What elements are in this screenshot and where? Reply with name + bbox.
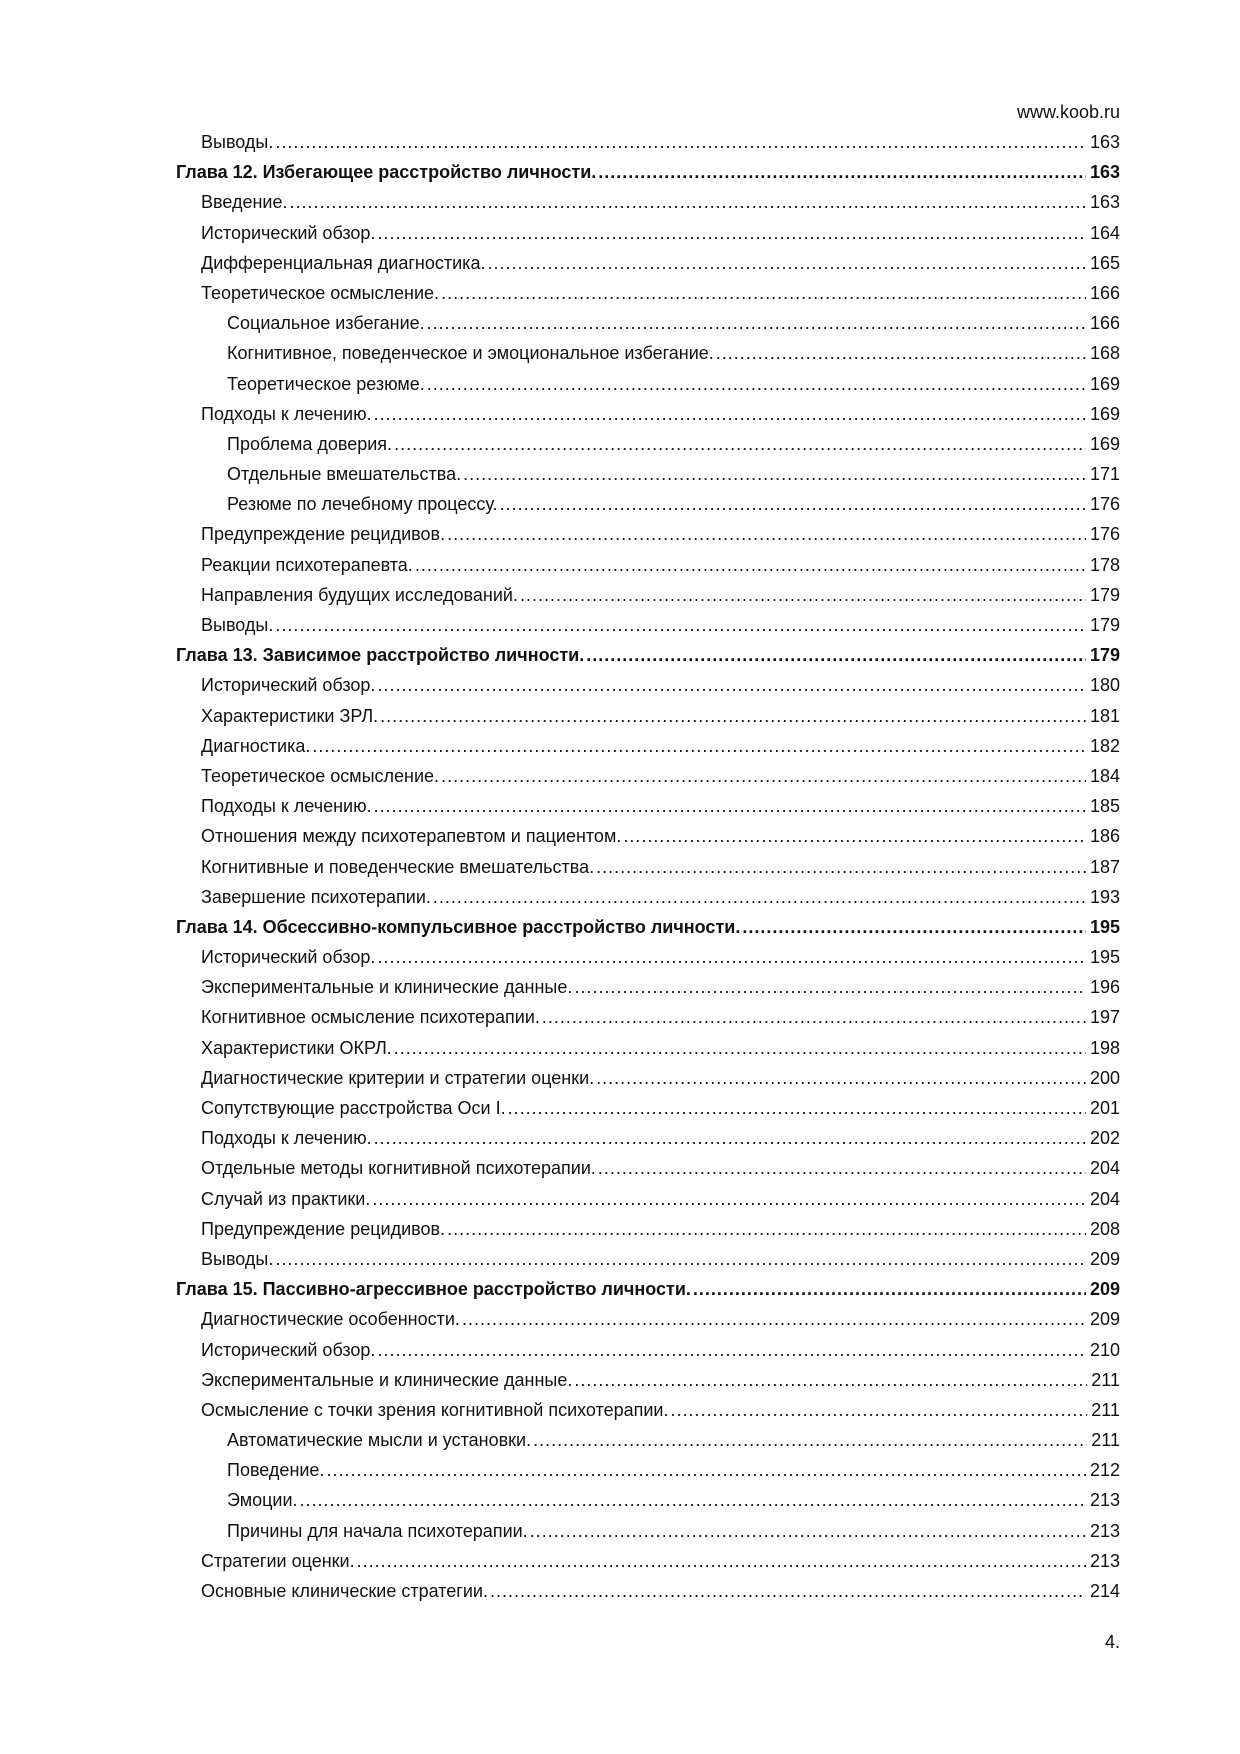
dot-leader — [586, 640, 1086, 670]
toc-entry[interactable] — [176, 1455, 1120, 1485]
toc-entry-title: Диагностические критерии и стратегии оценки. — [201, 1067, 595, 1088]
toc-entry-page: 213 — [1089, 1490, 1120, 1511]
page-number: 4. — [1104, 1632, 1120, 1652]
dot-leader — [500, 489, 1086, 519]
dot-leader — [427, 369, 1086, 399]
toc-entry-title: Исторический обзор. — [201, 675, 376, 696]
toc-entry[interactable] — [176, 1576, 1120, 1606]
toc-entry[interactable] — [176, 1485, 1120, 1515]
toc-entry-title: Отдельные методы когнитивной психотерапии. — [201, 1158, 596, 1179]
dot-leader — [530, 1516, 1086, 1546]
dot-leader — [275, 610, 1086, 640]
toc-entry[interactable] — [176, 882, 1120, 912]
toc-entry-page: 210 — [1089, 1339, 1120, 1360]
toc-entry-page: 179 — [1089, 584, 1120, 605]
dot-leader — [441, 278, 1086, 308]
toc-entry-page: 211 — [1091, 1369, 1120, 1390]
toc-entry-page: 179 — [1089, 615, 1120, 635]
toc-entry-title: Выводы. — [201, 132, 274, 152]
toc-entry-page: 195 — [1089, 916, 1120, 937]
toc-entry-title: Предупреждение рецидивов. — [201, 524, 446, 545]
toc-entry-page: 212 — [1089, 1460, 1120, 1481]
toc-entry-title: Глава 14. Обсессивно-компульсивное расстройство личности. — [176, 916, 741, 937]
toc-entry-title: Теоретическое резюме. — [227, 373, 425, 394]
toc-entry[interactable] — [176, 791, 1120, 821]
toc-entry-page: 186 — [1089, 826, 1120, 847]
dot-leader — [275, 1244, 1086, 1274]
toc-entry-page: 196 — [1089, 977, 1120, 998]
toc-entry[interactable] — [176, 218, 1120, 248]
toc-entry-title: Подходы к лечению. — [201, 1128, 372, 1149]
dot-leader — [380, 701, 1086, 731]
toc-entry-page: 195 — [1089, 947, 1120, 968]
toc-entry[interactable] — [176, 761, 1120, 791]
toc-entry-page: 166 — [1089, 282, 1120, 303]
toc-entry-page: 180 — [1089, 675, 1120, 696]
toc-entry[interactable] — [176, 1425, 1120, 1455]
toc-entry-title: Направления будущих исследований. — [201, 584, 518, 605]
toc-entry[interactable] — [176, 187, 1120, 217]
dot-leader — [427, 308, 1086, 338]
toc-entry[interactable] — [176, 429, 1120, 459]
dot-leader — [574, 1365, 1087, 1395]
toc-entry-page: 204 — [1089, 1188, 1120, 1209]
toc-entry-page: 209 — [1089, 1279, 1120, 1300]
toc-entry[interactable] — [176, 248, 1120, 278]
toc-entry[interactable] — [176, 1546, 1120, 1576]
toc-entry-title: Случай из практики. — [201, 1188, 371, 1209]
toc-chapter-entry[interactable] — [176, 157, 1120, 187]
toc-entry-page: 193 — [1089, 886, 1120, 907]
toc-entry[interactable] — [176, 1395, 1120, 1425]
toc-entry[interactable] — [176, 1244, 1120, 1274]
toc-entry-page: 166 — [1089, 313, 1120, 334]
toc-entry-title: Резюме по лечебному процессу. — [227, 494, 498, 515]
toc-entry-title: Предупреждение рецидивов. — [201, 1218, 446, 1239]
toc-entry-page: 164 — [1089, 222, 1120, 243]
toc-entry-page: 163 — [1089, 162, 1120, 183]
toc-entry[interactable] — [176, 1516, 1120, 1546]
dot-leader — [520, 580, 1086, 610]
toc-entry-title: Выводы. — [201, 1248, 274, 1269]
toc-entry-page: 213 — [1089, 1520, 1120, 1541]
toc-entry-title: Подходы к лечению. — [201, 403, 372, 424]
toc-entry-page: 168 — [1089, 343, 1120, 364]
toc-entry-page: 202 — [1089, 1128, 1120, 1149]
dot-leader — [598, 1153, 1086, 1183]
toc-entry[interactable] — [176, 308, 1120, 338]
toc-entry-title: Реакции психотерапевта. — [201, 554, 413, 575]
dot-leader — [487, 248, 1085, 278]
toc-entry[interactable] — [176, 1214, 1120, 1244]
toc-entry-title: Социальное избегание. — [227, 313, 425, 334]
toc-entry[interactable] — [176, 1304, 1120, 1334]
toc-entry-page: 181 — [1089, 705, 1120, 726]
toc-entry[interactable] — [176, 1365, 1120, 1395]
toc-entry-title: Дифференциальная диагностика. — [201, 252, 486, 273]
toc-entry-page: 211 — [1091, 1399, 1120, 1420]
dot-leader — [490, 1576, 1086, 1606]
toc-entry[interactable] — [176, 1123, 1120, 1153]
toc-entry[interactable] — [176, 731, 1120, 761]
toc-entry[interactable] — [176, 489, 1120, 519]
dot-leader — [716, 338, 1086, 368]
toc-entry[interactable] — [176, 550, 1120, 580]
dot-leader — [357, 1546, 1086, 1576]
toc-entry-title: Теоретическое осмысление. — [201, 282, 440, 303]
toc-entry[interactable] — [176, 942, 1120, 972]
toc-entry-title: Исторический обзор. — [201, 1339, 376, 1360]
dot-leader — [693, 1274, 1086, 1304]
toc-entry-page: 198 — [1089, 1037, 1120, 1058]
dot-leader — [377, 1335, 1086, 1365]
toc-entry-page: 213 — [1089, 1550, 1120, 1571]
toc-entry-page: 214 — [1089, 1581, 1120, 1601]
toc-entry-page: 184 — [1089, 765, 1120, 786]
dot-leader — [508, 1093, 1086, 1123]
toc-entry-title: Стратегии оценки. — [201, 1550, 355, 1571]
toc-entry[interactable] — [176, 127, 1120, 157]
toc-entry-title: Исторический обзор. — [201, 947, 376, 968]
toc-entry[interactable] — [176, 1063, 1120, 1093]
toc-entry[interactable] — [176, 399, 1120, 429]
toc-entry-page: 176 — [1089, 524, 1120, 545]
toc-entry-title: Выводы. — [201, 615, 274, 635]
toc-entry-page: 178 — [1089, 554, 1120, 575]
toc-entry[interactable] — [176, 1153, 1120, 1183]
toc-entry-title: Осмысление с точки зрения когнитивной психотерапии. — [201, 1399, 669, 1420]
dot-leader — [377, 670, 1086, 700]
toc-entry-title: Характеристики ЗРЛ. — [201, 705, 379, 726]
dot-leader — [326, 1455, 1086, 1485]
dot-leader — [290, 187, 1086, 217]
dot-leader — [441, 761, 1086, 791]
toc-entry-title: Подходы к лечению. — [201, 796, 372, 817]
dot-leader — [447, 1214, 1086, 1244]
toc-entry-title: Когнитивное, поведенческое и эмоциональное избегание. — [227, 343, 714, 364]
dot-leader — [596, 852, 1086, 882]
toc-chapter-entry[interactable] — [176, 1274, 1120, 1304]
table-of-contents — [176, 127, 1120, 1606]
toc-entry-page: 176 — [1089, 494, 1120, 515]
toc-entry-page: 208 — [1089, 1218, 1120, 1239]
toc-entry-title: Завершение психотерапии. — [201, 886, 431, 907]
dot-leader — [372, 1184, 1086, 1214]
toc-entry-page: 169 — [1089, 403, 1120, 424]
toc-entry-title: Причины для начала психотерапии. — [227, 1520, 528, 1541]
dot-leader — [742, 912, 1086, 942]
dot-leader — [433, 882, 1086, 912]
toc-entry[interactable] — [176, 459, 1120, 489]
toc-entry[interactable] — [176, 1335, 1120, 1365]
toc-entry-page: 200 — [1089, 1067, 1120, 1088]
toc-entry-title: Диагностические особенности. — [201, 1309, 460, 1330]
toc-entry-title: Отдельные вмешательства. — [227, 464, 462, 485]
toc-entry[interactable] — [176, 338, 1120, 368]
toc-entry-page: 179 — [1089, 645, 1120, 666]
dot-leader — [462, 1304, 1086, 1334]
toc-entry-title: Отношения между психотерапевтом и пациентом. — [201, 826, 622, 847]
toc-entry-title: Введение. — [201, 192, 288, 213]
toc-entry-title: Проблема доверия. — [227, 433, 393, 454]
dot-leader — [447, 519, 1086, 549]
toc-entry-page: 163 — [1089, 132, 1120, 152]
toc-entry[interactable] — [176, 1033, 1120, 1063]
toc-entry-page: 171 — [1089, 464, 1120, 485]
toc-chapter-entry[interactable] — [176, 912, 1120, 942]
toc-entry-page: 169 — [1089, 433, 1120, 454]
toc-entry-page: 182 — [1089, 735, 1120, 756]
toc-entry-title: Когнитивное осмысление психотерапии. — [201, 1007, 540, 1028]
dot-leader — [312, 731, 1086, 761]
toc-entry-page: 163 — [1089, 192, 1120, 213]
toc-entry-page: 209 — [1089, 1248, 1120, 1269]
toc-entry-page: 201 — [1089, 1098, 1120, 1118]
dot-leader — [670, 1395, 1087, 1425]
dot-leader — [377, 218, 1086, 248]
toc-entry-title: Диагностика. — [201, 735, 311, 756]
toc-entry-title: Глава 12. Избегающее расстройство личности. — [176, 162, 597, 183]
dot-leader — [374, 791, 1086, 821]
toc-entry-page: 197 — [1089, 1007, 1120, 1028]
toc-entry[interactable] — [176, 670, 1120, 700]
dot-leader — [623, 821, 1086, 851]
toc-entry-page: 204 — [1089, 1158, 1120, 1179]
dot-leader — [374, 399, 1086, 429]
toc-entry-title: Исторический обзор. — [201, 222, 376, 243]
toc-entry[interactable] — [176, 972, 1120, 1002]
toc-entry-title: Основные клинические стратегии. — [201, 1581, 488, 1601]
toc-entry-page: 187 — [1089, 856, 1120, 877]
dot-leader — [377, 942, 1086, 972]
toc-entry[interactable] — [176, 852, 1120, 882]
toc-entry-title: Экспериментальные и клинические данные. — [201, 1369, 573, 1390]
dot-leader — [374, 1123, 1086, 1153]
toc-entry-title: Теоретическое осмысление. — [201, 765, 440, 786]
toc-entry-title: Поведение. — [227, 1460, 325, 1481]
toc-entry-page: 211 — [1091, 1430, 1120, 1451]
toc-entry-title: Экспериментальные и клинические данные. — [201, 977, 573, 998]
toc-entry[interactable] — [176, 278, 1120, 308]
site-url: www.koob.ru — [1016, 102, 1120, 122]
toc-entry-title: Глава 15. Пассивно-агрессивное расстройство личности. — [176, 1279, 691, 1300]
toc-entry-title: Автоматические мысли и установки. — [227, 1430, 532, 1451]
toc-entry-page: 185 — [1089, 796, 1120, 817]
dot-leader — [300, 1485, 1086, 1515]
toc-entry-page: 169 — [1089, 373, 1120, 394]
dot-leader — [596, 1063, 1086, 1093]
toc-entry[interactable] — [176, 1093, 1120, 1123]
toc-entry-title: Когнитивные и поведенческие вмешательства. — [201, 856, 595, 877]
dot-leader — [533, 1425, 1087, 1455]
toc-entry[interactable] — [176, 1002, 1120, 1032]
dot-leader — [275, 127, 1086, 157]
dot-leader — [574, 972, 1086, 1002]
toc-entry-title: Эмоции. — [227, 1490, 298, 1511]
toc-entry-title: Сопутствующие расстройства Оси I. — [201, 1098, 506, 1118]
toc-entry[interactable] — [176, 369, 1120, 399]
dot-leader — [598, 157, 1086, 187]
dot-leader — [394, 1033, 1086, 1063]
toc-entry-page: 165 — [1089, 252, 1120, 273]
toc-entry[interactable] — [176, 1184, 1120, 1214]
toc-entry[interactable] — [176, 519, 1120, 549]
toc-entry-title: Глава 13. Зависимое расстройство личности. — [176, 645, 585, 666]
toc-entry[interactable] — [176, 821, 1120, 851]
toc-entry[interactable] — [176, 610, 1120, 640]
toc-entry-title: Характеристики ОКРЛ. — [201, 1037, 392, 1058]
toc-chapter-entry[interactable] — [176, 640, 1120, 670]
dot-leader — [394, 429, 1086, 459]
dot-leader — [542, 1002, 1086, 1032]
toc-entry[interactable] — [176, 701, 1120, 731]
toc-entry-page: 209 — [1089, 1309, 1120, 1330]
dot-leader — [415, 550, 1086, 580]
dot-leader — [463, 459, 1086, 489]
toc-entry[interactable] — [176, 580, 1120, 610]
